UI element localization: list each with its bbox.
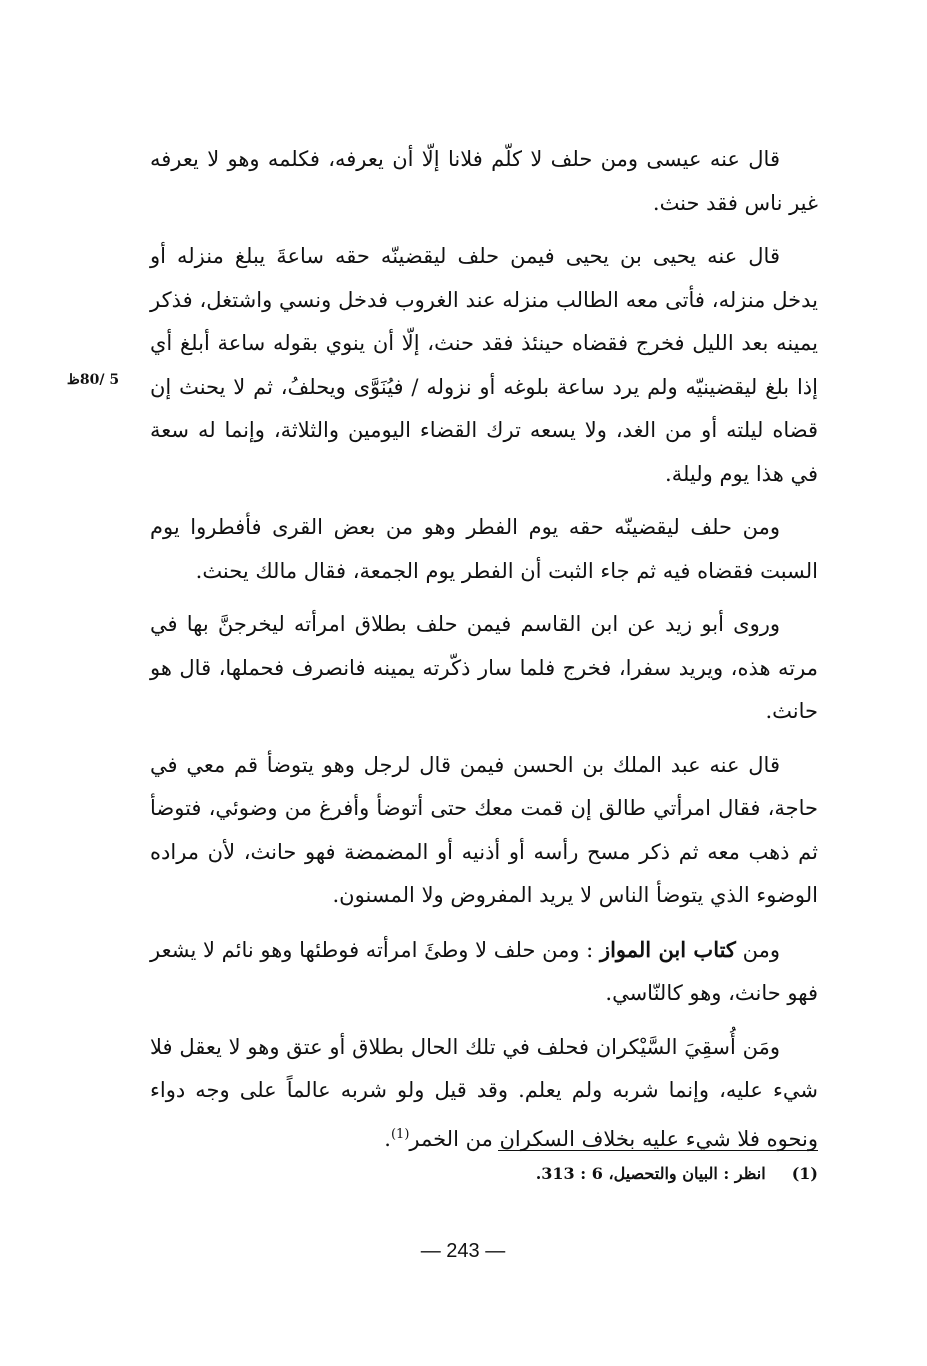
- paragraph-abu-zayd: وروى أبو زيد عن ابن القاسم فيمن حلف بطلاق امرأته ليخرجنَّ بها في مرته هذه، ويريد سفرا، فخرج فلما سار ذكّرته يمينه فانصرف فحملها، قال هو حانث.: [150, 612, 818, 723]
- manuscript-folio-note: 5 /80ظ: [66, 372, 120, 388]
- paragraph-sakran: [150, 1026, 818, 1162]
- book-title: كتاب ابن المواز: [599, 936, 736, 962]
- main-text: [150, 138, 818, 1171]
- paragraph-yahya: قال عنه يحيى بن يحيى فيمن حلف ليقضينّه حقه ساعةَ يبلغ منزله أو يدخل منزله، فأتى معه الطالب منزله عند الغروب فدخل ونسي واشتغل، فذكر يمينه بعد الليل فخرج فقضاه حينئذ فقد حنث، إلّا أن ينوي بقوله ساعة أبلغ أي إذا بلغ ليقضينيّه ولم يرد ساعة بلوغه أو نزوله / فيُنَوَّى ويحلفُ، ثم لا يحنث إن قضاه ليلته أو من الغد، ولا يسعه ترك القضاء اليومين والثلاثة، وإنما له سعة في هذا يوم وليلة.: [150, 244, 818, 486]
- footnote: [380, 1160, 818, 1188]
- paragraph-ibn-al-mawwaz: [150, 928, 818, 1016]
- footnote-separator: [498, 1150, 818, 1151]
- last-para-text: ومَن أُسقِيَ السَّيْكران فحلف في تلك الحال بطلاق أو عتق وهو لا يعقل فلا شيء عليه، وإنما شربه ولم يعلم. وقد قيل ولو شربه عالماً على وجه دواء ونحوه فلا شيء عليه بخلاف السكران من الخمر: [150, 1034, 818, 1151]
- book-para-rest: : ومن حلف لا وطئَ امرأته فوطئها وهو نائم لا يشعر فهو حانث، وهو كالنّاسي.: [150, 937, 818, 1005]
- book-para-prefix: ومن: [735, 937, 780, 962]
- paragraph-abd-al-malik: قال عنه عبد الملك بن الحسن فيمن قال لرجل وهو يتوضأ قم معي في حاجة، فقال امرأتي طالق إن قمت معك حتى أتوضأ وأفرغ من وضوئي، فتوضأ ثم ذهب معه ثم ذكر مسح رأسه أو أذنيه أو المضمضة فهو حانث، لأن مراده الوضوء الذي يتوضأ الناس لا يريد المفروض ولا المسنون.: [150, 752, 818, 907]
- paragraph-isa: قال عنه عيسى ومن حلف لا كلّم فلانا إلّا أن يعرفه، فكلمه وهو لا يعرفه غير ناس فقد حنث.: [150, 147, 818, 215]
- footnote-text: انظر : البيان والتحصيل، 6 : 313.: [535, 1164, 766, 1183]
- page-number: — 243 —: [420, 1240, 506, 1262]
- paragraph-eid-oath: ومن حلف ليقضينّه حقه يوم الفطر وهو من بعض القرى فأفطروا يوم السبت فقضاه فيه ثم جاء الثبت أن الفطر يوم الجمعة، فقال مالك يحنث.: [150, 515, 818, 583]
- footnote-number: (1): [791, 1164, 818, 1183]
- last-para-end: .: [384, 1126, 391, 1151]
- footnote-reference: (1): [390, 1126, 410, 1142]
